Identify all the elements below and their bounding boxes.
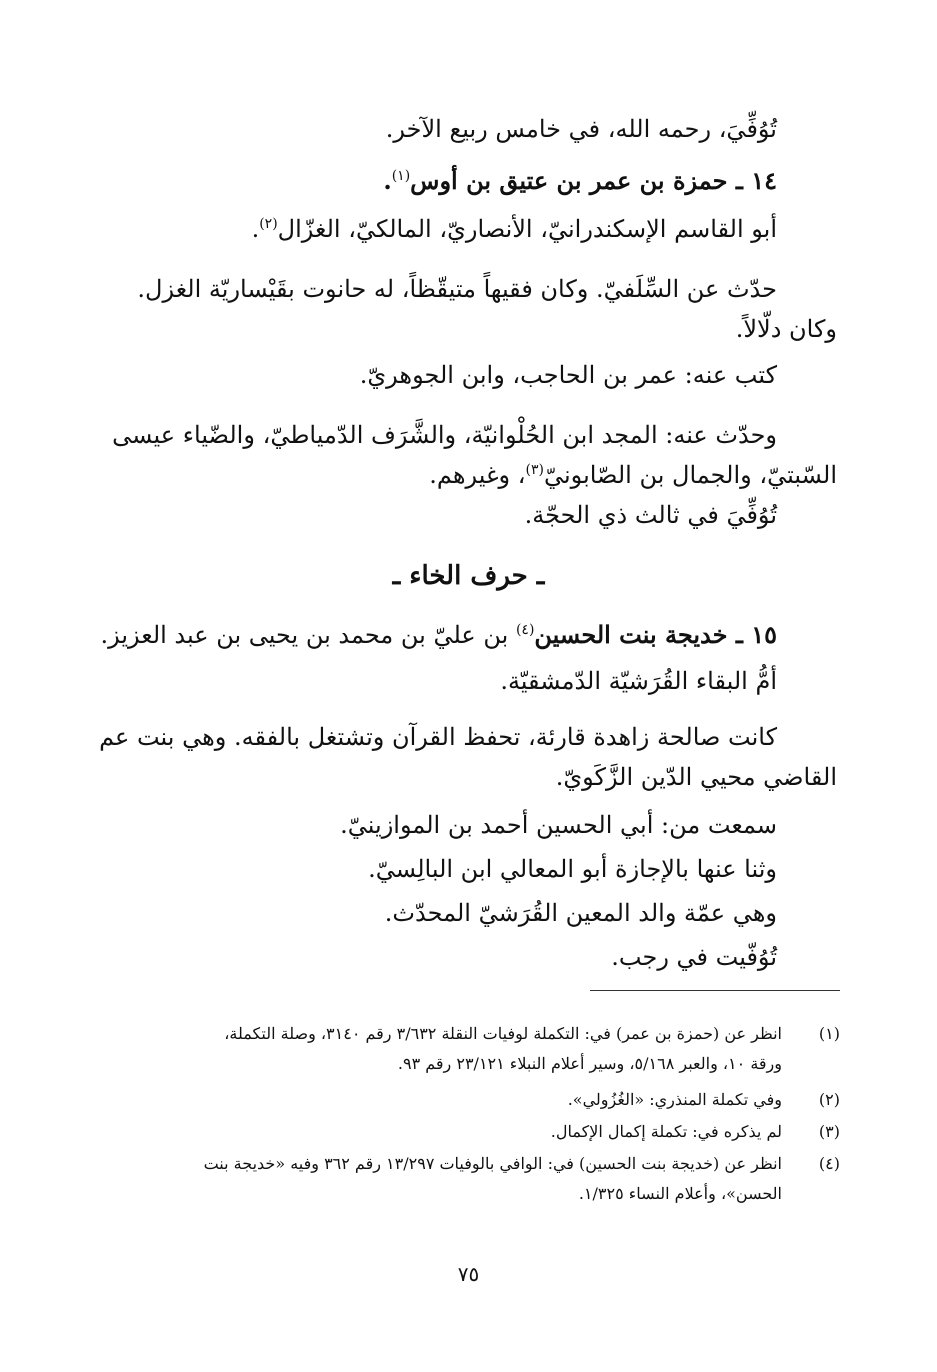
footnote-text: لم يذكره في: تكملة إكمال الإكمال. xyxy=(550,1122,782,1141)
text-line: كتب عنه: عمر بن الحاجب، وابن الجوهريّ. xyxy=(359,361,777,389)
text-line: وحدّث عنه: المجد ابن الحُلْوانيّة، والشَّرَف الدّمياطيّ، والضّياء عيسى xyxy=(112,421,777,449)
text-line: وكان دلّالاً. xyxy=(735,315,837,343)
text-line xyxy=(429,458,837,492)
footnote-number: (٢) xyxy=(818,1090,840,1109)
footnote-text: انظر عن (حمزة بن عمر) في: التكملة لوفيات النقلة ٣/٦٣٢ رقم ٣١٤٠، وصلة التكملة، xyxy=(224,1024,782,1043)
page-number: ٧٥ xyxy=(457,1262,480,1286)
nisba-text: أبو القاسم الإسكندرانيّ، الأنصاريّ، المالكيّ، الغزّال xyxy=(277,215,777,243)
entry-15-title: ١٥ ـ خديجة بنت الحسين xyxy=(534,620,777,649)
text-segment: السّبتيّ، والجمال بن الصّابونيّ xyxy=(543,461,837,489)
entry-14-title: ١٤ ـ حمزة بن عمر بن عتيق بن أوس xyxy=(410,166,777,195)
entry-15-heading xyxy=(100,618,777,652)
text-line: وثنا عنها بالإجازة أبو المعالي ابن البالِسيّ. xyxy=(368,855,777,883)
entry-14-period: . xyxy=(383,166,392,195)
footnote-ref-3: (٣) xyxy=(525,462,544,478)
section-heading: ـ حرف الخاء ـ xyxy=(392,561,545,591)
text-line: القاضي محيي الدّين الزَّكَويّ. xyxy=(555,763,837,791)
text-segment: ، وغيرهم. xyxy=(429,461,526,489)
footnote-number: (٣) xyxy=(818,1122,840,1141)
period: . xyxy=(251,215,260,243)
entry-15-lineage: بن عليّ بن محمد بن يحيى بن عبد العزيز. xyxy=(100,621,516,649)
footnote-number: (٤) xyxy=(818,1154,840,1173)
text-line xyxy=(252,212,777,246)
text-line: كانت صالحة زاهدة قارئة، تحفظ القرآن وتشتغل بالفقه. وهي بنت عم xyxy=(99,723,777,751)
footnote-text: انظر عن (خديجة بنت الحسين) في: الوافي بالوفيات ١٣/٢٩٧ رقم ٣٦٢ وفيه «خديجة بنت xyxy=(203,1154,782,1173)
text-line: تُوُفّيت في رجب. xyxy=(611,943,777,971)
footnote-text: وفي تكملة المنذري: «الغُزُولي». xyxy=(567,1090,782,1109)
text-line: تُوُفِّيَ في ثالث ذي الحجّة. xyxy=(524,501,777,529)
text-line: تُوُفِّيَ، رحمه الله، في خامس ربيع الآخر. xyxy=(385,115,777,143)
footnote-ref-1: (١) xyxy=(391,168,411,184)
footnote-number: (١) xyxy=(818,1024,840,1043)
entry-14-heading xyxy=(383,164,777,198)
text-line: أمُّ البقاء القُرَشيّة الدّمشقيّة. xyxy=(500,667,777,695)
footnote-text: ورقة ١٠، والعبر ٥/١٦٨، وسير أعلام النبلاء ٢٣/١٢١ رقم ٩٣. xyxy=(397,1054,782,1073)
footnote-separator xyxy=(590,990,840,991)
footnote-ref-4: (٤) xyxy=(515,622,535,638)
text-line: سمعت من: أبي الحسين أحمد بن الموازينيّ. xyxy=(340,811,777,839)
text-line: وهي عمّة والد المعين القُرَشيّ المحدّث. xyxy=(384,899,777,927)
footnote-text: الحسن»، وأعلام النساء ١/٣٢٥. xyxy=(578,1184,782,1203)
footnote-ref-2: (٢) xyxy=(259,216,278,232)
text-line: حدّث عن السِّلَفيّ. وكان فقيهاً متيقّظاً، له حانوت بقَيْساريّة الغزل. xyxy=(137,275,777,303)
